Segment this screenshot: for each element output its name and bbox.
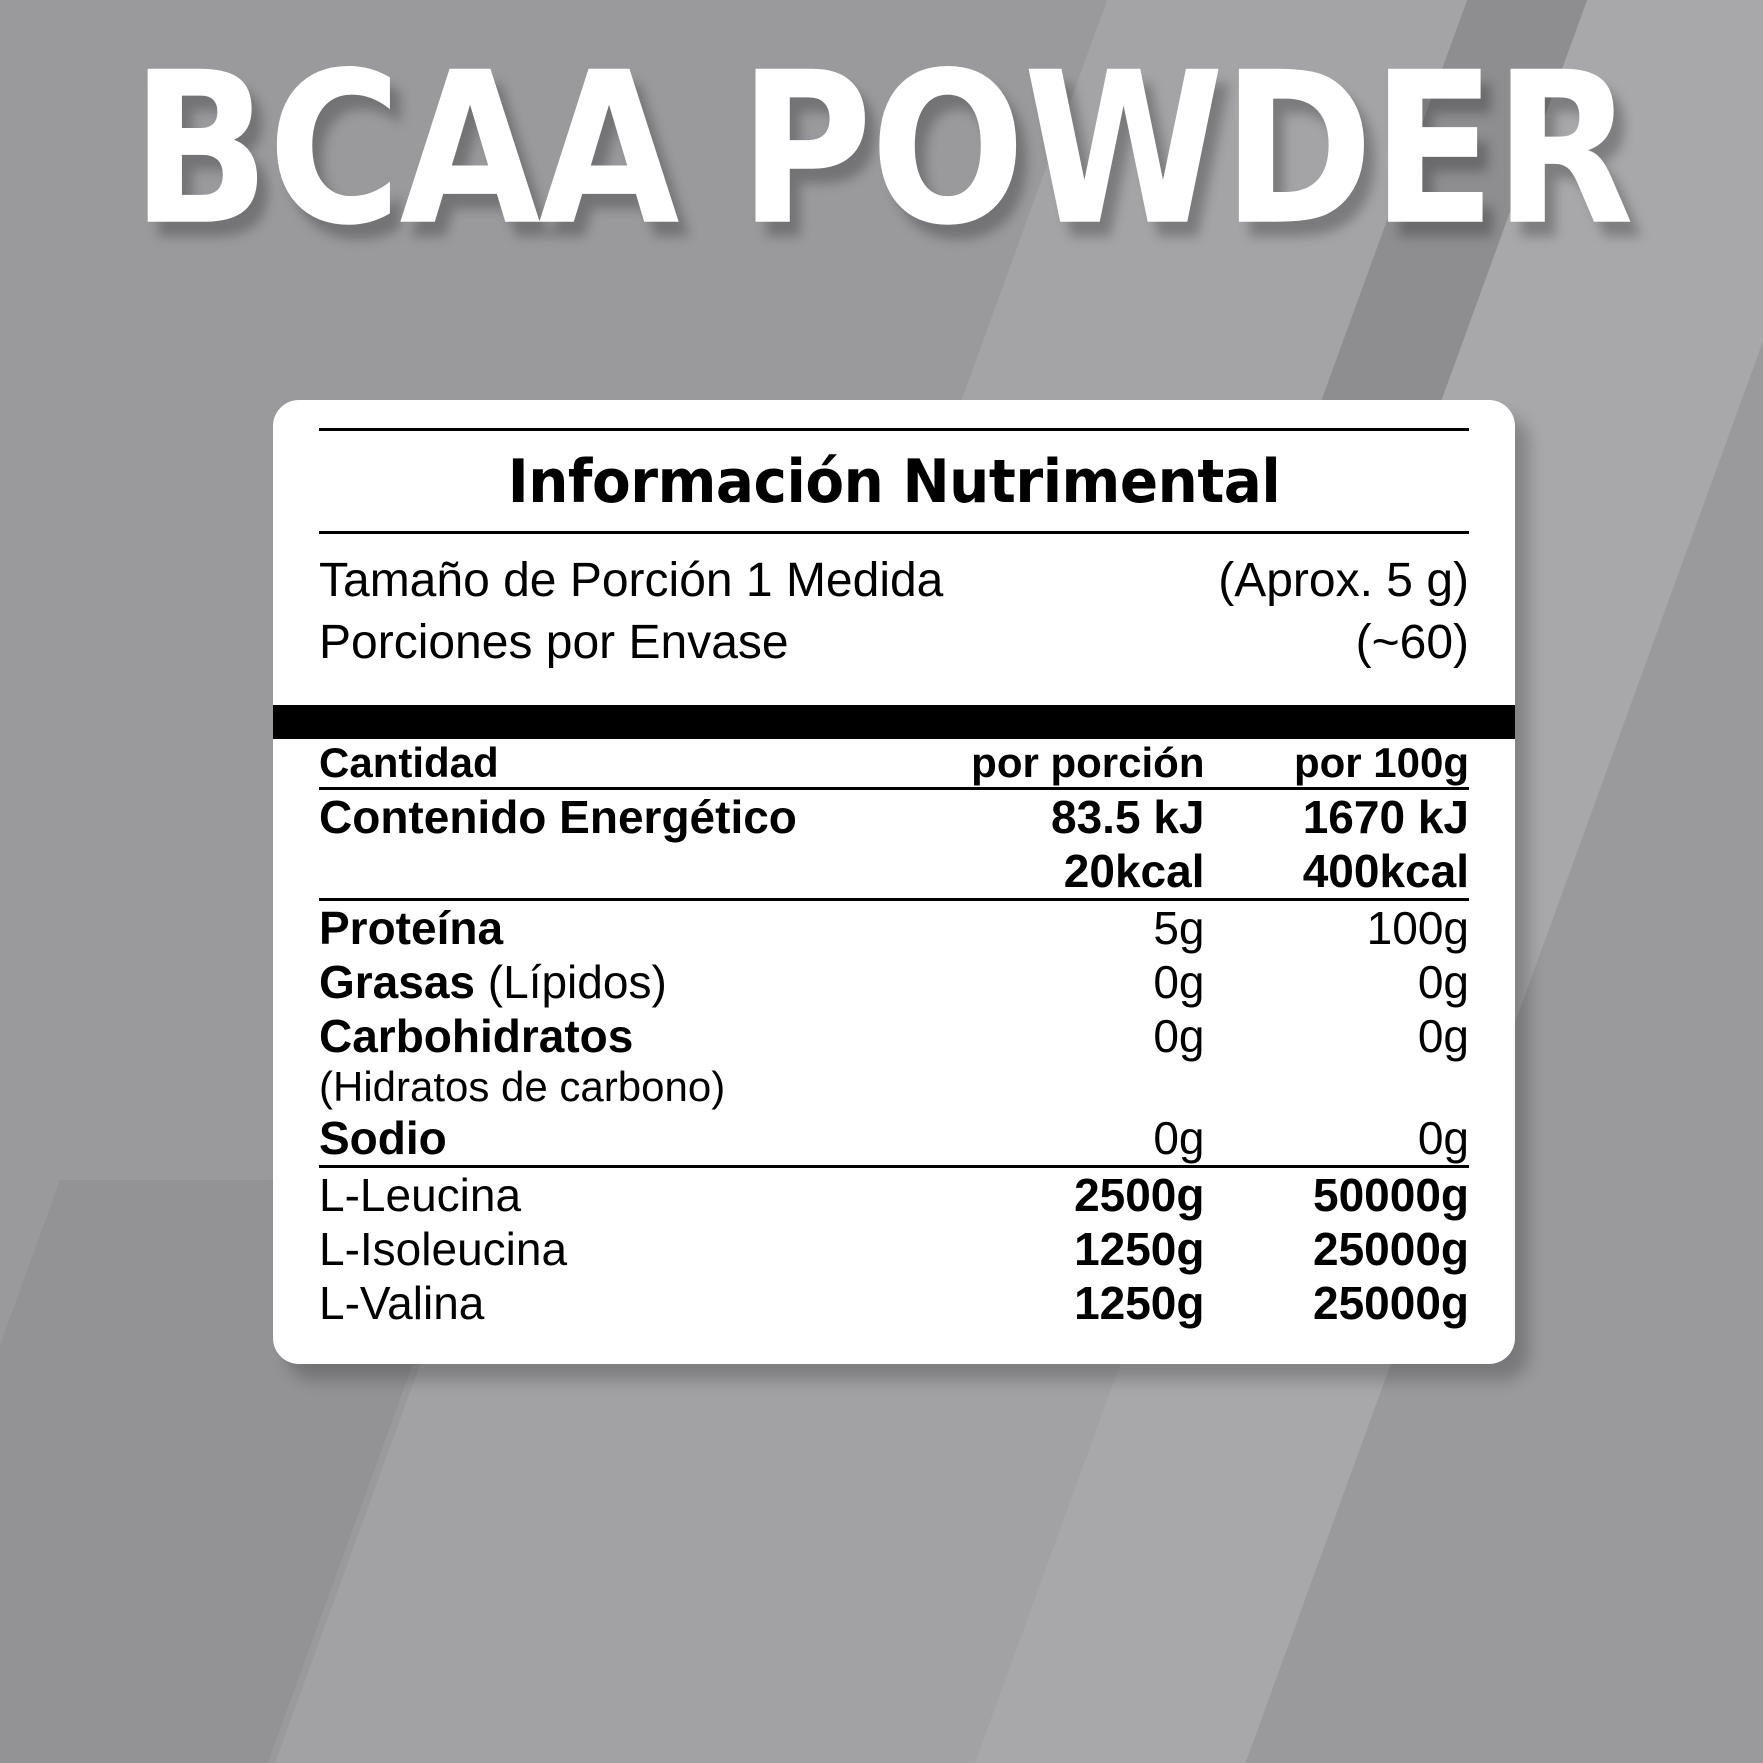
amino-name: L-Valina (319, 1277, 485, 1330)
macro-per-100g: 100g (1205, 899, 1470, 955)
header-per-serving: por porción (971, 738, 1205, 786)
table-row (319, 955, 1469, 1009)
table-row-energy-kcal (319, 844, 1469, 900)
macro-name: Proteína (319, 899, 940, 955)
servings-per-container-value: (~60) (1355, 616, 1469, 670)
nutrition-facts-panel (273, 400, 1515, 1364)
energy-kj-100g: 1670 kJ (1205, 788, 1470, 844)
nutrition-table (319, 739, 1469, 1330)
energy-kcal-100g: 400kcal (1302, 844, 1469, 897)
table-row (319, 1222, 1469, 1276)
macro-name-cell (319, 955, 940, 1009)
amino-per-100g: 50000g (1205, 1167, 1470, 1223)
servings-per-container-label: Porciones por Envase (319, 616, 789, 670)
header-amount: Cantidad (319, 738, 499, 786)
serving-information (319, 534, 1469, 693)
product-title: BCAA POWDER (130, 26, 1633, 272)
macro-per-100g: 0g (1417, 1009, 1469, 1062)
macro-per-serving: 0g (1153, 1009, 1205, 1062)
macro-per-serving: 0g (1153, 955, 1205, 1008)
amino-per-100g: 25000g (1312, 1277, 1469, 1330)
panel-heading: Información Nutrimental (507, 447, 1281, 517)
energy-kj-serving: 83.5 kJ (940, 788, 1205, 844)
macro-name: Sodio (319, 1112, 447, 1165)
amino-name: L-Isoleucina (319, 1223, 568, 1276)
table-header-row (319, 739, 1469, 789)
table-row (319, 1167, 1469, 1223)
macro-name-cell (319, 1009, 940, 1111)
thick-divider (273, 705, 1515, 739)
energy-kcal-spacer (319, 844, 940, 900)
serving-size-value: (Aprox. 5 g) (1218, 554, 1469, 607)
table-row (319, 899, 1469, 955)
table-row (319, 1009, 1469, 1111)
macro-per-serving: 5g (940, 899, 1205, 955)
macro-per-100g: 0g (1417, 1112, 1469, 1165)
servings-per-container-row (319, 612, 1469, 674)
macro-name-sub: (Hidratos de carbono) (319, 1062, 726, 1110)
table-row (319, 1276, 1469, 1330)
amino-name: L-Leucina (319, 1167, 940, 1223)
serving-size-row (319, 550, 1469, 612)
serving-size-label: Tamaño de Porción 1 Medida (319, 554, 944, 607)
amino-per-100g: 25000g (1312, 1223, 1469, 1276)
macro-name: Carbohidratos (319, 1009, 634, 1062)
header-per-100g: por 100g (1293, 738, 1469, 786)
macro-per-serving: 0g (1153, 1112, 1205, 1165)
amino-per-serving: 1250g (1074, 1223, 1205, 1276)
macro-name-secondary: (Lípidos) (487, 955, 667, 1008)
amino-per-serving: 2500g (940, 1167, 1205, 1223)
table-row (319, 1111, 1469, 1167)
energy-kcal-serving: 20kcal (1063, 844, 1205, 897)
energy-label: Contenido Energético (319, 788, 940, 844)
macro-per-100g: 0g (1417, 955, 1469, 1008)
table-row-energy (319, 788, 1469, 844)
amino-per-serving: 1250g (1074, 1277, 1205, 1330)
macro-name: Grasas (319, 955, 476, 1008)
